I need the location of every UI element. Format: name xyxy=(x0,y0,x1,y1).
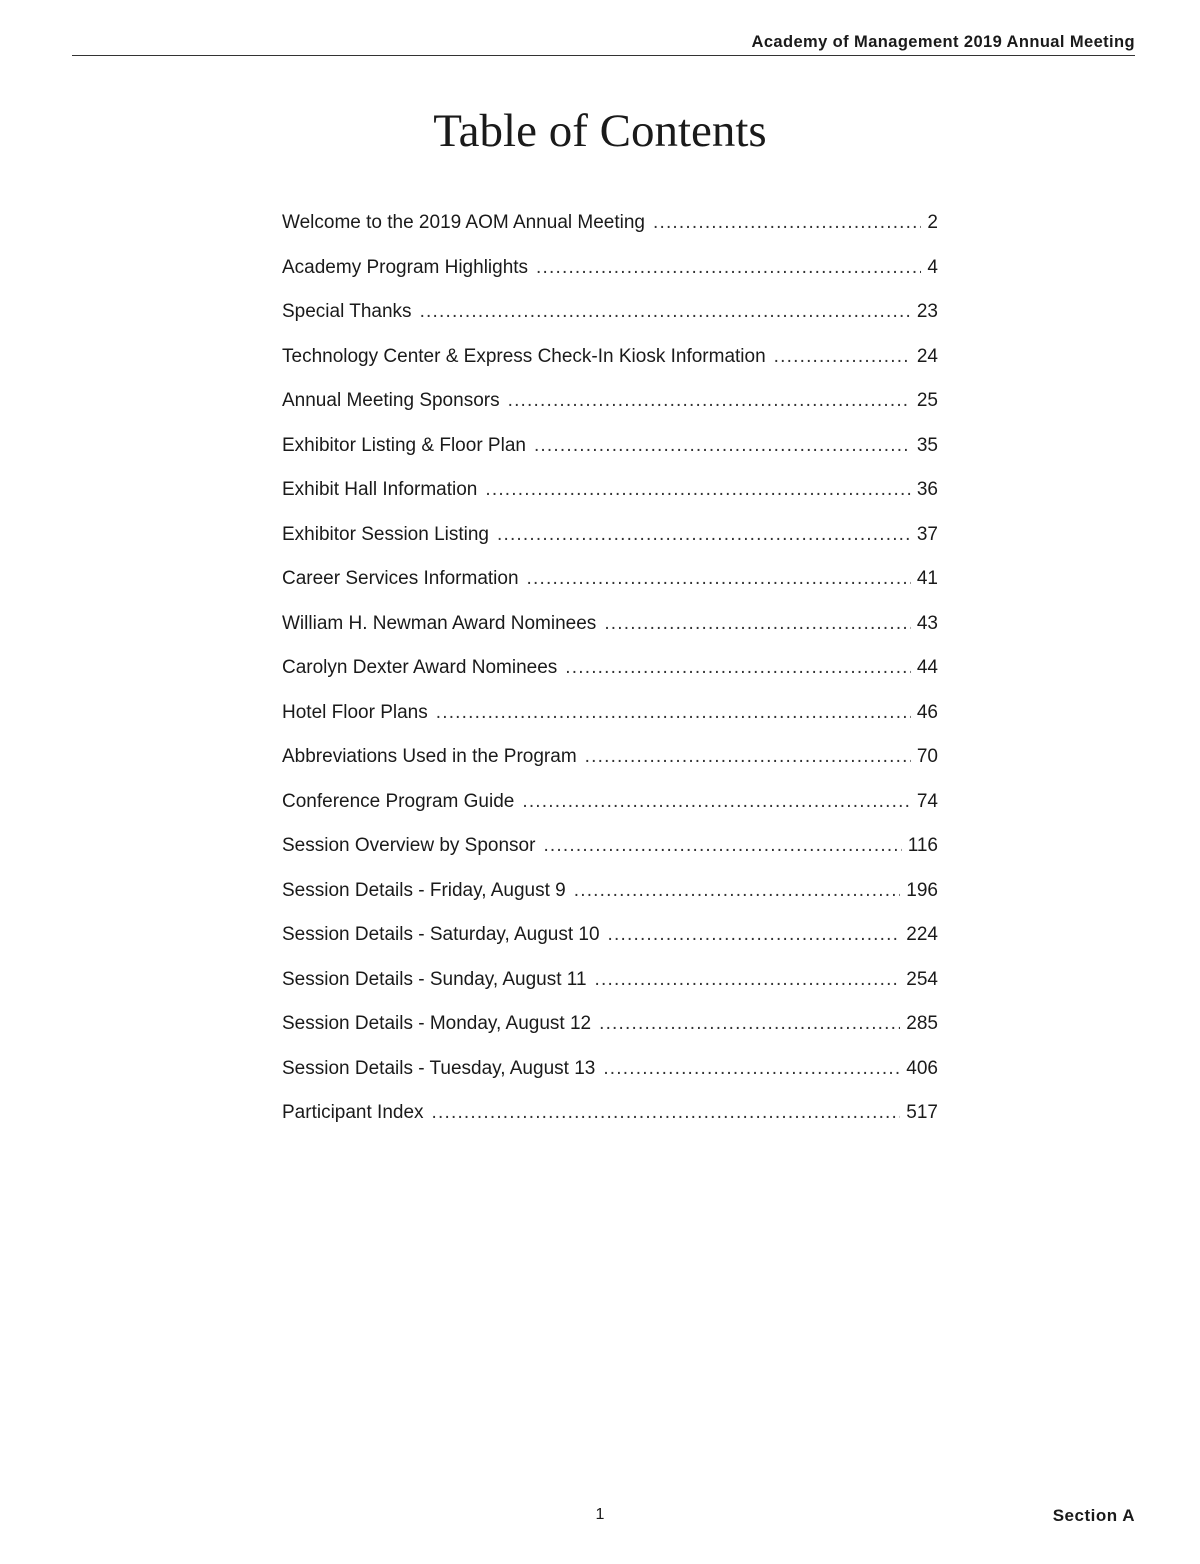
toc-entry[interactable] xyxy=(282,257,938,302)
toc-entry-label: Session Details - Saturday, August 10 xyxy=(282,924,600,945)
toc-entry-label: Session Details - Tuesday, August 13 xyxy=(282,1057,596,1079)
toc-dot-leader xyxy=(585,746,911,768)
toc-dot-leader xyxy=(599,1013,900,1035)
toc-entry[interactable] xyxy=(282,657,938,702)
toc-entry-page: 35 xyxy=(916,434,938,456)
toc-dot-leader xyxy=(653,212,921,234)
toc-dot-leader xyxy=(603,1058,900,1080)
toc-entry[interactable] xyxy=(282,212,938,257)
page-number: 1 xyxy=(595,1506,605,1523)
toc-entry-label: Welcome to the 2019 AOM Annual Meeting xyxy=(282,212,645,233)
toc-entry-page: 41 xyxy=(916,568,938,589)
toc-entry[interactable] xyxy=(282,746,938,791)
toc-entry[interactable] xyxy=(282,1102,938,1147)
toc-dot-leader xyxy=(497,524,911,546)
toc-entry[interactable] xyxy=(282,524,938,569)
toc-entry[interactable] xyxy=(282,390,938,435)
toc-entry-page: 224 xyxy=(906,924,938,945)
section-label: Section A xyxy=(1052,1506,1135,1525)
toc-entry[interactable] xyxy=(282,435,938,480)
toc-entry-label: Annual Meeting Sponsors xyxy=(282,390,500,411)
toc-entry[interactable] xyxy=(282,702,938,747)
toc-entry-page: 406 xyxy=(906,1057,938,1079)
toc-dot-leader xyxy=(527,568,911,590)
toc-entry[interactable] xyxy=(282,969,938,1014)
page-title: Table of Contents xyxy=(433,105,767,157)
toc-entry-page: 74 xyxy=(916,790,938,812)
toc-entry-page: 2 xyxy=(927,212,938,233)
toc-entry[interactable] xyxy=(282,924,938,969)
toc-entry-page: 4 xyxy=(927,256,938,278)
toc-dot-leader xyxy=(604,613,911,635)
toc-entry-label: Abbreviations Used in the Program xyxy=(282,746,577,767)
toc-dot-leader xyxy=(574,880,901,902)
toc-dot-leader xyxy=(608,924,901,946)
toc-entry[interactable] xyxy=(282,1058,938,1103)
toc-entry-label: Session Details - Sunday, August 11 xyxy=(282,968,587,990)
toc-dot-leader xyxy=(536,257,921,279)
toc-entry-label: Exhibit Hall Information xyxy=(282,479,478,500)
toc-entry-page: 24 xyxy=(916,345,938,367)
toc-entry-label: Carolyn Dexter Award Nominees xyxy=(282,657,558,678)
toc-dot-leader xyxy=(432,1102,901,1124)
toc-entry-page: 196 xyxy=(906,879,938,901)
toc-dot-leader xyxy=(485,479,910,501)
toc-entry-label: Exhibitor Session Listing xyxy=(282,523,489,545)
toc-entry-label: Special Thanks xyxy=(282,301,412,322)
toc-entry-label: Academy Program Highlights xyxy=(282,256,529,278)
toc-entry[interactable] xyxy=(282,346,938,391)
toc-dot-leader xyxy=(508,390,911,412)
toc-entry-page: 116 xyxy=(907,835,938,856)
page-header xyxy=(72,31,1135,56)
toc-dot-leader xyxy=(522,791,911,813)
toc-entry-page: 517 xyxy=(906,1102,938,1123)
toc-entry-label: Career Services Information xyxy=(282,568,519,589)
toc-entry[interactable] xyxy=(282,880,938,925)
toc-dot-leader xyxy=(436,702,911,724)
toc-entry-label: Conference Program Guide xyxy=(282,790,515,812)
toc-entry-page: 44 xyxy=(916,657,938,678)
toc-entry[interactable] xyxy=(282,568,938,613)
table-of-contents xyxy=(282,212,938,1147)
toc-entry-label: Hotel Floor Plans xyxy=(282,701,428,723)
toc-entry-page: 23 xyxy=(916,301,938,322)
toc-entry-page: 285 xyxy=(906,1013,938,1034)
header-title: Academy of Management 2019 Annual Meeting xyxy=(751,33,1135,51)
toc-entry[interactable] xyxy=(282,613,938,658)
toc-entry-page: 43 xyxy=(916,612,938,634)
toc-entry-page: 70 xyxy=(916,746,938,767)
toc-entry-page: 25 xyxy=(916,390,938,411)
toc-dot-leader xyxy=(774,346,911,368)
toc-entry-label: Participant Index xyxy=(282,1102,424,1123)
toc-dot-leader xyxy=(595,969,901,991)
toc-entry-page: 254 xyxy=(906,968,938,990)
toc-entry-label: Technology Center & Express Check-In Kiosk Information xyxy=(282,345,766,367)
toc-entry-label: Exhibitor Listing & Floor Plan xyxy=(282,434,526,456)
toc-entry-label: Session Details - Monday, August 12 xyxy=(282,1013,592,1034)
toc-entry[interactable] xyxy=(282,301,938,346)
toc-dot-leader xyxy=(565,657,911,679)
toc-entry[interactable] xyxy=(282,1013,938,1058)
toc-entry[interactable] xyxy=(282,479,938,524)
toc-entry-page: 37 xyxy=(916,523,938,545)
toc-dot-leader xyxy=(420,301,911,323)
toc-entry[interactable] xyxy=(282,835,938,880)
toc-entry-label: Session Overview by Sponsor xyxy=(282,835,536,856)
toc-entry-label: Session Details - Friday, August 9 xyxy=(282,879,566,901)
toc-entry-page: 46 xyxy=(916,701,938,723)
toc-entry-page: 36 xyxy=(916,479,938,500)
toc-entry-label: William H. Newman Award Nominees xyxy=(282,612,597,634)
toc-entry[interactable] xyxy=(282,791,938,836)
toc-dot-leader xyxy=(543,835,901,857)
toc-dot-leader xyxy=(534,435,911,457)
